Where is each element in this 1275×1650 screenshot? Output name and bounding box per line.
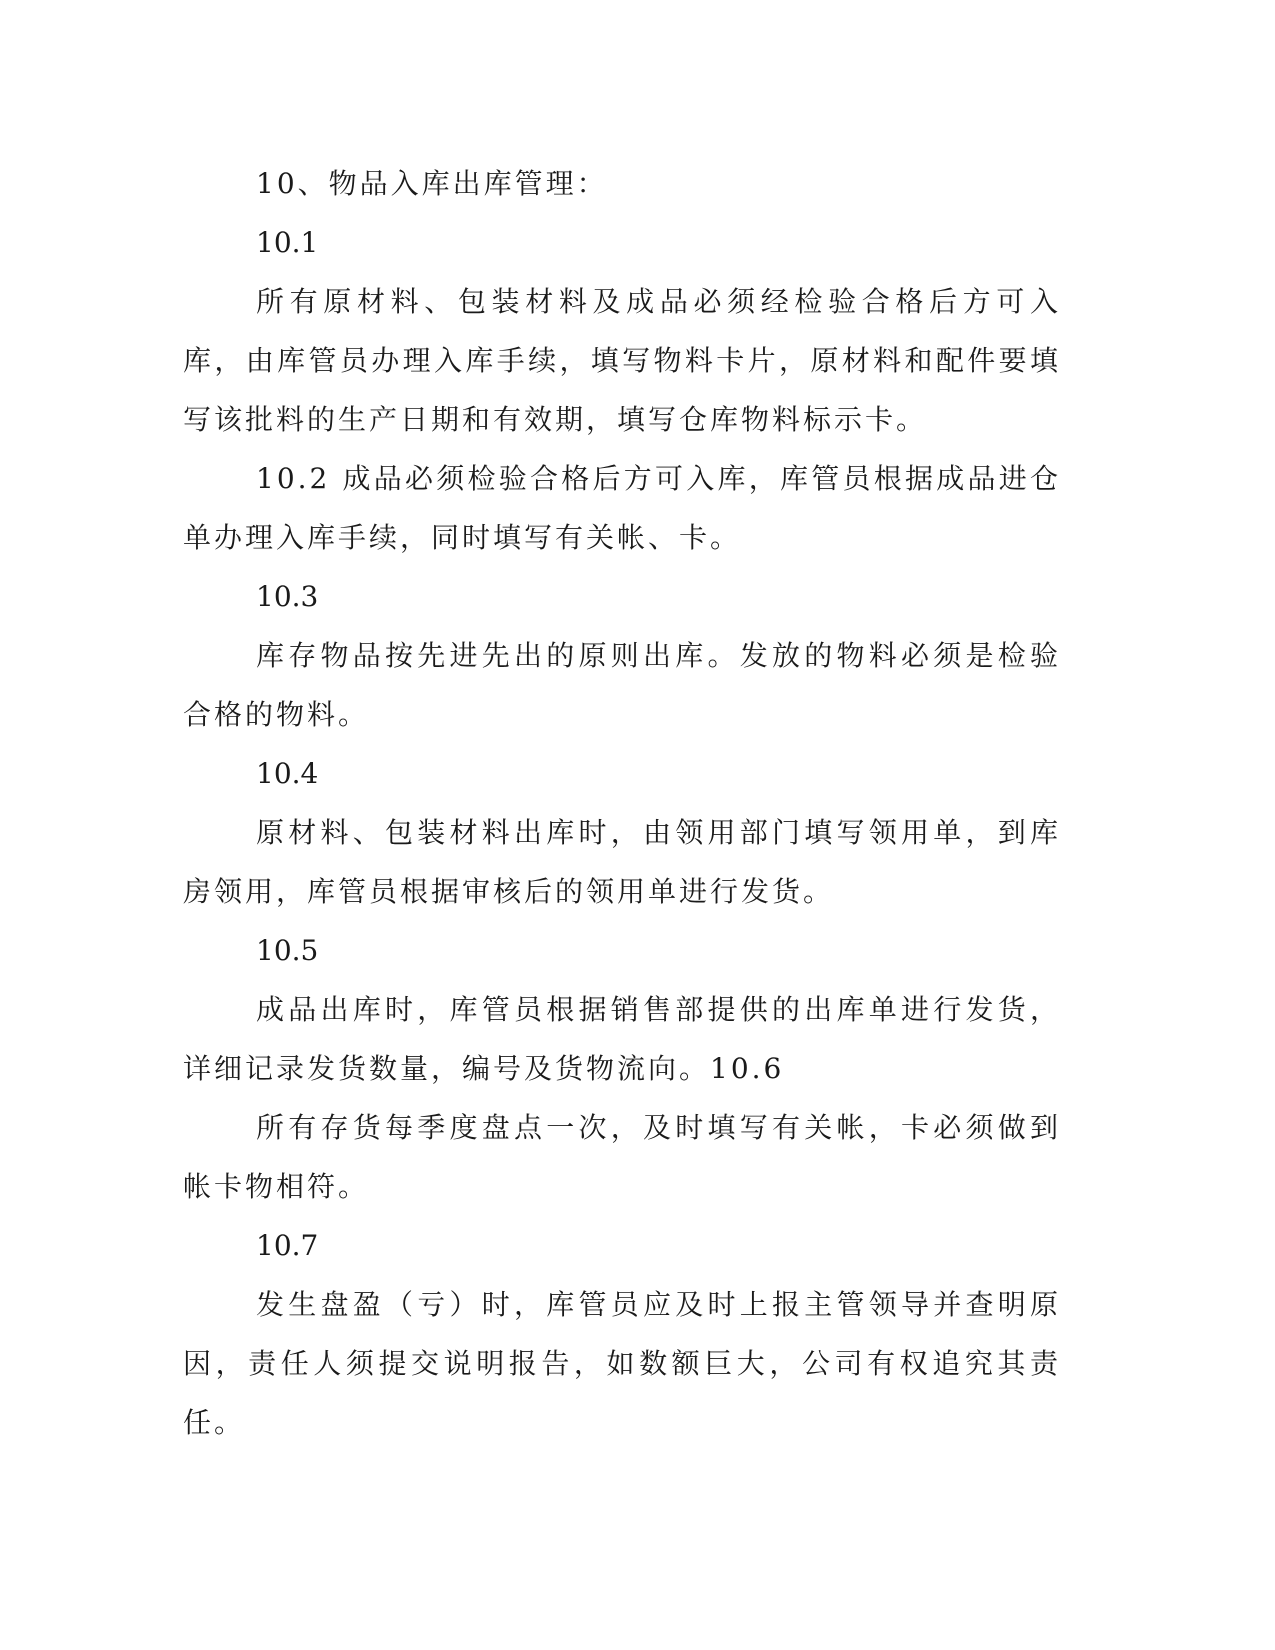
clause-text-10-1: 所有原材料、包装材料及成品必须经检验合格后方可入库，由库管员办理入库手续，填写物料卡片，原材料和配件要填写该批料的生产日期和有效期，填写仓库物料标示卡。	[183, 285, 1061, 436]
clause-number-10-7: 10.7	[256, 1229, 319, 1262]
clause-number-10-5: 10.5	[256, 934, 319, 967]
section-heading: 10、物品入库出库管理：	[256, 167, 608, 200]
clause-number-10-4: 10.4	[256, 757, 319, 790]
clause-text-10-2: 10.2 成品必须检验合格后方可入库，库管员根据成品进仓单办理入库手续，同时填写有关帐、卡。	[183, 462, 1061, 554]
clause-text-10-4: 原材料、包装材料出库时，由领用部门填写领用单，到库房领用，库管员根据审核后的领用单进行发货。	[183, 816, 1061, 908]
clause-text-10-7: 发生盘盈（亏）时，库管员应及时上报主管领导并查明原因，责任人须提交说明报告，如数额巨大，公司有权追究其责任。	[183, 1288, 1061, 1439]
clause-number-10-3: 10.3	[256, 580, 319, 613]
clause-text-10-6: 所有存货每季度盘点一次，及时填写有关帐，卡必须做到帐卡物相符。	[183, 1111, 1061, 1203]
clause-text-10-5: 成品出库时，库管员根据销售部提供的出库单进行发货，详细记录发货数量，编号及货物流向。10.6	[183, 993, 1061, 1085]
clause-number-10-1: 10.1	[256, 226, 319, 259]
document-page	[183, 154, 1061, 1452]
clause-text-10-3: 库存物品按先进先出的原则出库。发放的物料必须是检验合格的物料。	[183, 639, 1061, 731]
